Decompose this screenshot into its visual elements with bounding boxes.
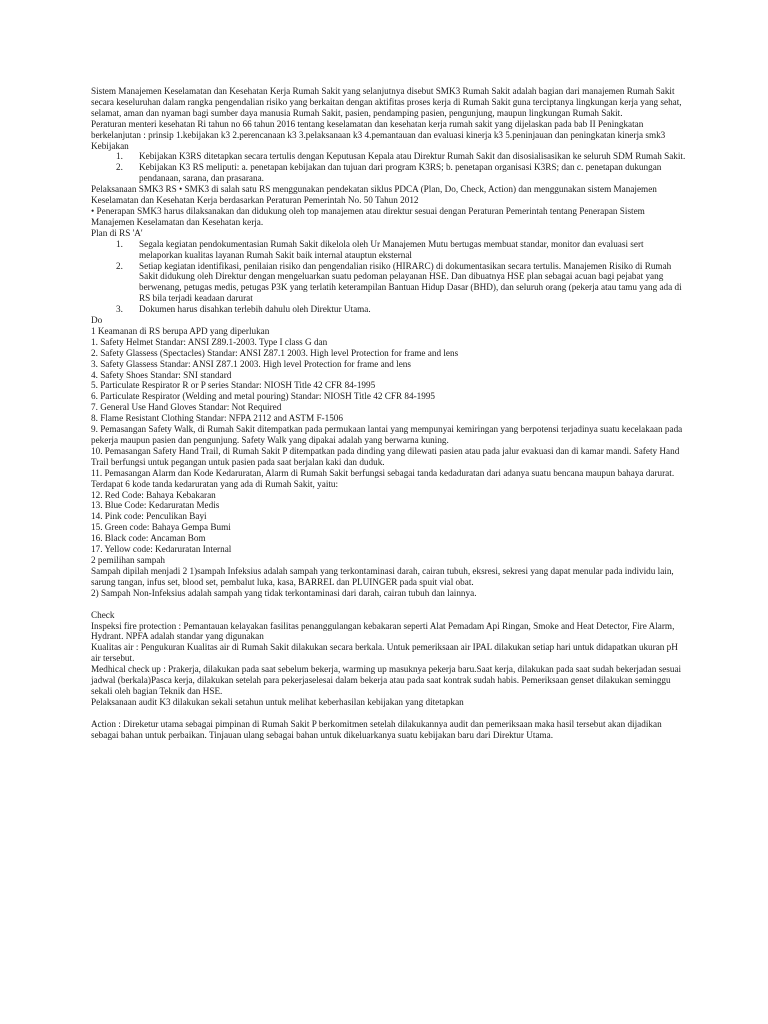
do-heading: Do bbox=[91, 315, 103, 326]
pelaksanaan-paragraph: Pelaksanaan SMK3 RS • SMK3 di salah satu RS menggunakan pendekatan siklus PDCA (Plan, Do, Check, Action) dan menggunakan sistem Manajemen Keselamatan dan Kesehatan Kerja berdasarkan Peraturan Pemerintah No. 50 Tahun 2012 bbox=[91, 184, 657, 206]
spacer bbox=[91, 599, 686, 610]
do-line: 1 Keamanan di RS berupa APD yang diperlukan bbox=[91, 325, 270, 336]
penerapan-paragraph: • Penerapan SMK3 harus dilaksanakan dan didukung oleh top manajemen atau direktur sesuai dengan Peraturan Pemerintah tentang Penerapan Sistem Manajemen Keselamatan dan Kesehatan kerja. bbox=[91, 205, 645, 227]
plan-item bbox=[91, 304, 686, 315]
do-line: 16. Black code: Ancaman Bom bbox=[91, 533, 206, 544]
list-text: Kebijakan K3RS ditetapkan secara tertulis dengan Keputusan Kepala atau Direktur Rumah Sakit dan disosialisasikan ke seluruh SDM Rumah Sakit. bbox=[139, 151, 686, 162]
check-line: Pelaksanaan audit K3 dilakukan sekali setahun untuk melihat keberhasilan kebijakan yang ditetapkan bbox=[91, 696, 464, 707]
do-line: 2. Safety Glassess (Spectacles) Standar: ANSI Z87.1 2003. High level Protection for frame and lens bbox=[91, 347, 459, 358]
plan-item bbox=[91, 239, 686, 261]
do-line: 7. General Use Hand Gloves Standar: Not Required bbox=[91, 402, 282, 413]
do-line: 3. Safety Glassess Standar: ANSI Z87.1 2003. High level Protection for frame and lens bbox=[91, 358, 411, 369]
document-page bbox=[91, 86, 686, 741]
do-line: 8. Flame Resistant Clothing Standar: NFPA 2112 and ASTM F-1506 bbox=[91, 413, 343, 424]
do-line: 9. Pemasangan Safety Walk, di Rumah Sakit ditempatkan pada permukaan lantai yang mempunyai kemiringan yang berpotensi terjadinya suatu kecelakaan pada pekerja maupun pasien dan pengunjung. Safety Walk yang dipakai adalah yang berwarna kuning. bbox=[91, 424, 683, 445]
check-line: Kualitas air : Pengukuran Kualitas air di Rumah Sakit dilakukan secara berkala. Untuk pemeriksaan air IPAL dilakukan setiap hari untuk didapatkan ukuran pH air tersebut. bbox=[91, 642, 678, 664]
list-number: 2. bbox=[116, 260, 123, 271]
list-number: 3. bbox=[116, 304, 123, 315]
do-line: 4. Safety Shoes Standar: SNI standard bbox=[91, 369, 232, 380]
kebijakan-heading: Kebijakan bbox=[91, 140, 129, 151]
do-line: 6. Particulate Respirator (Welding and metal pouring) Standar: NIOSH Title 42 CFR 84-1995 bbox=[91, 391, 436, 402]
list-text: Setiap kegiatan identifikasi, penilaian risiko dan pengendalian risiko (HIRARC) di dokumentasikan secara tertulis. Manajemen Risiko di Rumah Sakit didukung oleh Direktur dengan mengeluarkan suatu pedoman pelayanan HSE. Dan dibuatnya HSE plan sebagai acuan bagi pejabat yang berwenang, petugas medis, petugas P3K yang terlatih keterampilan Bantuan Hidup Dasar (BHD), dan seluruh orang (pekerja atau tamu yang ada di RS bila terjadi keadaan darurat bbox=[139, 260, 682, 304]
list-text: Dokumen harus disahkan terlebih dahulu oleh Direktur Utama. bbox=[139, 304, 371, 315]
list-number: 2. bbox=[116, 162, 123, 173]
do-line: 2) Sampah Non-Infeksius adalah sampah yang tidak terkontaminasi dari darah, cairan tubuh dan lainnya. bbox=[91, 587, 477, 598]
list-number: 1. bbox=[116, 151, 123, 162]
do-line: 15. Green code: Bahaya Gempa Bumi bbox=[91, 522, 231, 533]
check-heading: Check bbox=[91, 609, 115, 620]
list-text: Kebijakan K3 RS meliputi: a. penetapan kebijakan dan tujuan dari program K3RS; b. penetapan organisasi K3RS; dan c. penetapan dukungan pendanaan, sarana, dan prasarana. bbox=[139, 162, 662, 184]
do-line: Sampah dipilah menjadi 2 1)sampah Infeksius adalah sampah yang terkontaminasi darah, cairan tubuh, eksresi, sekresi yang dapat menular pada individu lain, sarung tangan, infus set, blood set, pembalut luka, kasa, BARREL dan PLUINGER pada spuit vial obat. bbox=[91, 565, 674, 587]
do-line: 14. Pink code: Penculikan Bayi bbox=[91, 511, 207, 522]
list-text: Segala kegiatan pendokumentasian Rumah Sakit dikelola oleh Ur Manajemen Mutu bertugas membuat standar, monitor dan evaluasi sert melaporkan kualitas layanan Rumah Sakit baik internal atauptun eksternal bbox=[139, 238, 644, 260]
do-line: 11. Pemasangan Alarm dan Kode Kedaruratan, Alarm di Rumah Sakit berfungsi sebagai tanda kedaduratan dari adanya suatu bencana maupun bahaya darurat. Terdapat 6 kode tanda kedaruratan yang ada di Rumah Sakit, yaitu: bbox=[91, 467, 675, 489]
check-line: Inspeksi fire protection : Pemantauan kelayakan fasilitas penanggulangan kebakaran seperti Alat Pemadam Api Ringan, Smoke and Heat Detector, Fire Alarm, Hydrant. NPFA adalah standar yang digunakan bbox=[91, 620, 675, 642]
check-line: Medhical check up : Prakerja, dilakukan pada saat sebelum bekerja, warming up masuknya pekerja baru.Saat kerja, dilakukan pada saat sudah bekerjadan sesuai jadwal (berkala)Pasca kerja, dilakukan setelah para pekerjaselesai dalam bekerja atau pada saat kontrak sudah habis. Pemeriksaan genset dilakukan seminggu sekali oleh bagian Teknik dan HSE. bbox=[91, 664, 682, 696]
do-line: 5. Particulate Respirator R or P series Standar: NIOSH Title 42 CFR 84-1995 bbox=[91, 380, 376, 391]
intro-paragraph: Sistem Manajemen Keselamatan dan Kesehatan Kerja Rumah Sakit yang selanjutnya disebut SMK3 Rumah Sakit adalah bagian dari manajemen Rumah Sakit secara keseluruhan dalam rangka pengendalian risiko yang berkaitan dengan aktifitas proses kerja di Rumah Sakit guna terciptanya lingkungan kerja yang sehat, selamat, aman dan nyaman bagi sumber daya manusia Rumah Sakit, pasien, pendamping pasien, pengunjung, maupun lingkungan Rumah Sakit. bbox=[91, 86, 682, 118]
do-line: 17. Yellow code: Kedaruratan Internal bbox=[91, 544, 232, 555]
do-line: 10. Pemasangan Safety Hand Trail, di Rumah Sakit P ditempatkan pada dinding yang dilewati pasien atau pada jalur evakuasi dan di kamar mandi. Safety Hand Trail berfungsi untuk pegangan untuk pasien pada saat berjalan kaki dan duduk. bbox=[91, 445, 680, 467]
action-paragraph: Action : Direketur utama sebagai pimpinan di Rumah Sakit P berkomitmen setelah dilakukannya audit dan pemeriksaan maka hasil tersebut akan dijadikan sebagai bahan untuk perbaikan. Tinjauan ulang sebagai bahan untuk dikeluarkanya suatu kebijakan baru dari Direktur Utama. bbox=[91, 718, 662, 740]
do-line: 2 pemilihan sampah bbox=[91, 554, 165, 565]
plan-item bbox=[91, 261, 686, 305]
regulation-paragraph: Peraturan menteri kesehatan Ri tahun no 66 tahun 2016 tentang keselamatan dan kesehatan kerja rumah sakit yang dijelaskan pada bab II Peningkatan berkelanjutan : prinsip 1.kebijakan k3 2.perencanaan k3 3.pelaksanaan k3 4.pemantauan dan evaluasi kinerja k3 5.peninjauan dan peningkatan kinerja smk3 bbox=[91, 118, 666, 140]
do-line: 12. Red Code: Bahaya Kebakaran bbox=[91, 489, 216, 500]
kebijakan-item bbox=[91, 151, 686, 162]
spacer bbox=[91, 708, 686, 719]
plan-heading: Plan di RS 'A' bbox=[91, 227, 143, 238]
kebijakan-item bbox=[91, 162, 686, 184]
do-line: 13. Blue Code: Kedaruratan Medis bbox=[91, 500, 220, 511]
list-number: 1. bbox=[116, 238, 123, 249]
do-line: 1. Safety Helmet Standar: ANSI Z89.1-2003. Type I class G dan bbox=[91, 336, 328, 347]
